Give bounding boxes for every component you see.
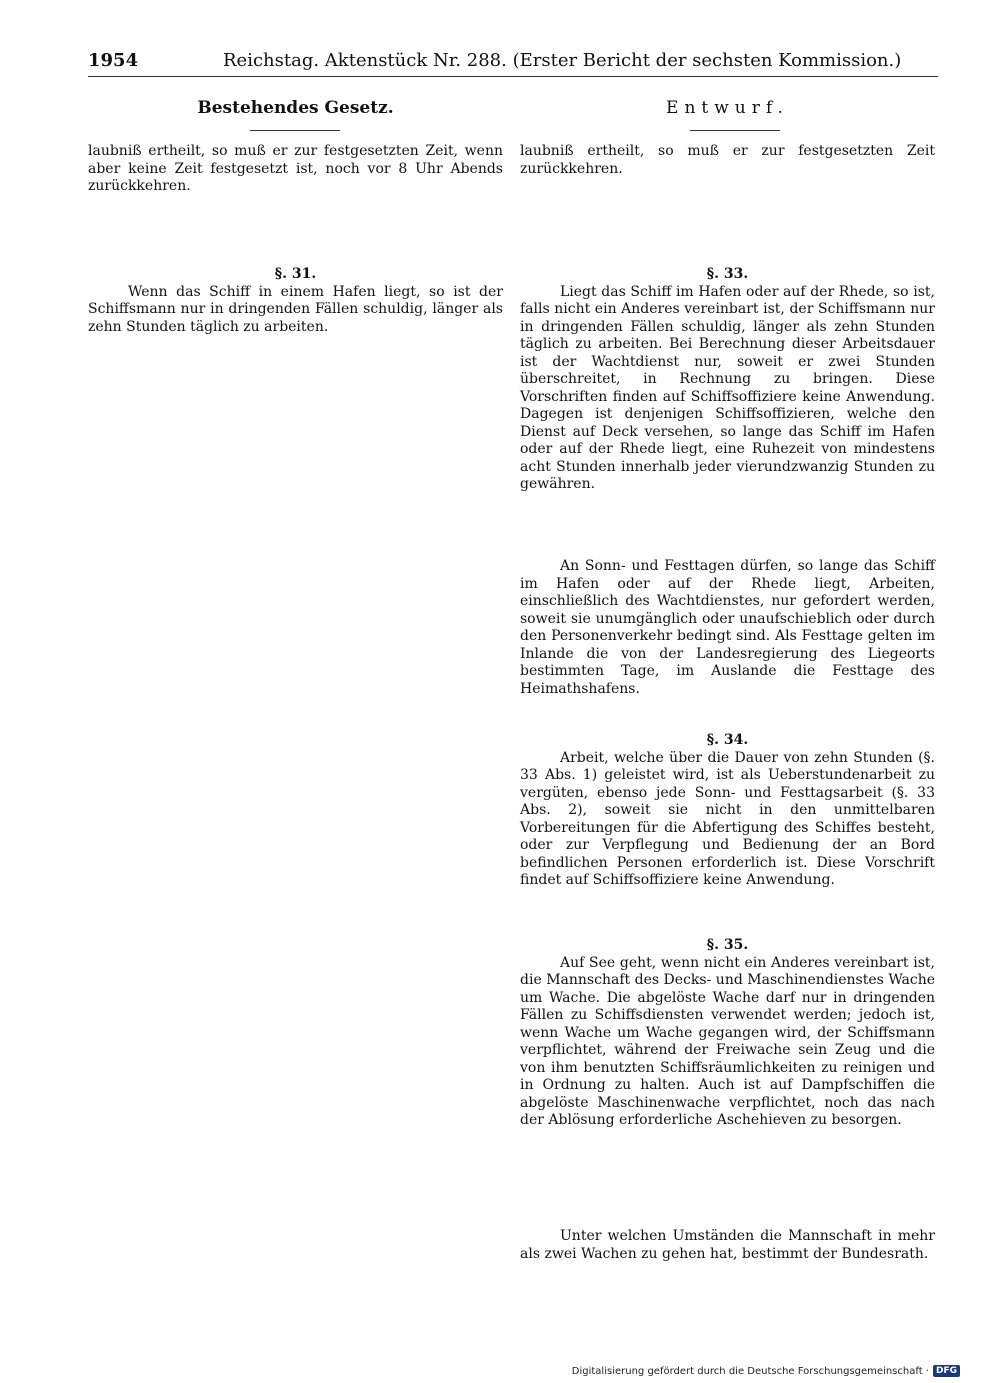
section-35-paragraph-1: Auf See geht, wenn nicht ein Anderes vereinbart ist, die Mannschaft des Decks- und Maschinendienstes Wache um Wache. Die abgelöste Wache darf nur in dringenden Fällen zu Schiffsdiensten verwendet werden; jedoch ist, wenn Wache um Wache gegangen wird, der Schiffsmann verpflichtet, während der Freiwache sein Zeug und die von ihm benutzten Schiffsräumlichkeiten zu reinigen und in Ordnung zu halten. Auch ist auf Dampfschiffen die abgelöste Maschinenwache verpflichtet, noch das nach der Ablösung erforderliche Aschehieven zu besorgen. <box>520 954 935 1128</box>
section-31-heading: §. 31. <box>274 266 317 282</box>
left-intro-block <box>88 143 503 196</box>
section-33-paragraph-1: Liegt das Schiff im Hafen oder auf der Rhede, so ist, falls nicht ein Anderes vereinbart ist, der Schiffsmann nur in dringenden Fällen schuldig, länger als zehn Stunden täglich zu arbeiten. Bei Berechnung dieser Arbeitsdauer ist der Wachtdienst nur, soweit er zwei Stunden überschreitet, in Rechnung zu bringen. Diese Vorschriften finden auf Schiffsoffiziere keine Anwendung. Dagegen ist denjenigen Schiffsoffizieren, welche den Dienst auf Deck versehen, so lange das Schiff im Hafen oder auf der Rhede liegt, eine Ruhezeit von mindestens acht Stunden innerhalb jeder vierundzwanzig Stunden zu gewähren. <box>520 283 935 492</box>
section-34-text: Arbeit, welche über die Dauer von zehn Stunden (§. 33 Abs. 1) geleistet wird, ist als Ueberstundenarbeit zu vergüten, ebenso jede Sonn- und Festtagsarbeit (§. 33 Abs. 2), soweit sie nicht in den unmittelbaren Vorbereitungen für die Abfertigung des Schiffes besteht, oder zur Verpflegung und Bedienung der an Bord befindlichen Personen erforderlich ist. Diese Vorschrift findet auf Schiffsoffiziere keine Anwendung. <box>520 749 935 888</box>
running-head: Reichstag. Aktenstück Nr. 288. (Erster Bericht der sechsten Kommission.) <box>223 50 902 71</box>
section-34-heading: §. 34. <box>706 732 749 748</box>
section-33-heading: §. 33. <box>706 266 749 282</box>
right-section-35-abs2 <box>520 1228 935 1263</box>
right-intro-paragraph: laubniß ertheilt, so muß er zur festgesetzten Zeit zurückkehren. <box>520 143 935 177</box>
right-column-title: Entwurf. <box>666 98 789 118</box>
right-section-34 <box>520 732 935 890</box>
right-section-33-abs2 <box>520 558 935 698</box>
footer-text: Digitalisierung gefördert durch die Deutsche Forschungsgemeinschaft · <box>571 1365 929 1377</box>
page-number: 1954 <box>88 50 139 71</box>
left-intro-paragraph: laubniß ertheilt, so muß er zur festgesetzten Zeit, wenn aber keine Zeit festgesetzt ist, noch vor 8 Uhr Abends zurückkehren. <box>88 143 503 194</box>
right-intro-block <box>520 143 935 178</box>
left-title-rule <box>250 130 340 131</box>
digitization-footer <box>572 1365 960 1377</box>
section-31-text: Wenn das Schiff in einem Hafen liegt, so ist der Schiffsmann nur in dringenden Fällen schuldig, länger als zehn Stunden täglich zu arbeiten. <box>88 283 503 335</box>
header-rule <box>88 76 938 77</box>
left-section-31 <box>88 266 503 336</box>
left-column-title: Bestehendes Gesetz. <box>197 98 394 118</box>
page-header <box>88 48 938 76</box>
section-35-paragraph-2: Unter welchen Umständen die Mannschaft in mehr als zwei Wachen zu gehen hat, bestimmt der Bundesrath. <box>520 1228 935 1262</box>
right-section-35 <box>520 937 935 1130</box>
dfg-logo: DFG <box>933 1365 960 1377</box>
section-35-heading: §. 35. <box>706 937 749 953</box>
right-section-33 <box>520 266 935 494</box>
section-33-paragraph-2: An Sonn- und Festtagen dürfen, so lange das Schiff im Hafen oder auf der Rhede liegt, Arbeiten, einschließlich des Wachtdienstes, nur gefordert werden, soweit sie unumgänglich oder unaufschieblich oder durch den Personenverkehr bedingt sind. Als Festtage gelten im Inlande die von der Landesregierung des Liegeorts bestimmten Tage, im Auslande die Festtage des Heimathshafens. <box>520 558 935 697</box>
right-title-rule <box>690 130 780 131</box>
